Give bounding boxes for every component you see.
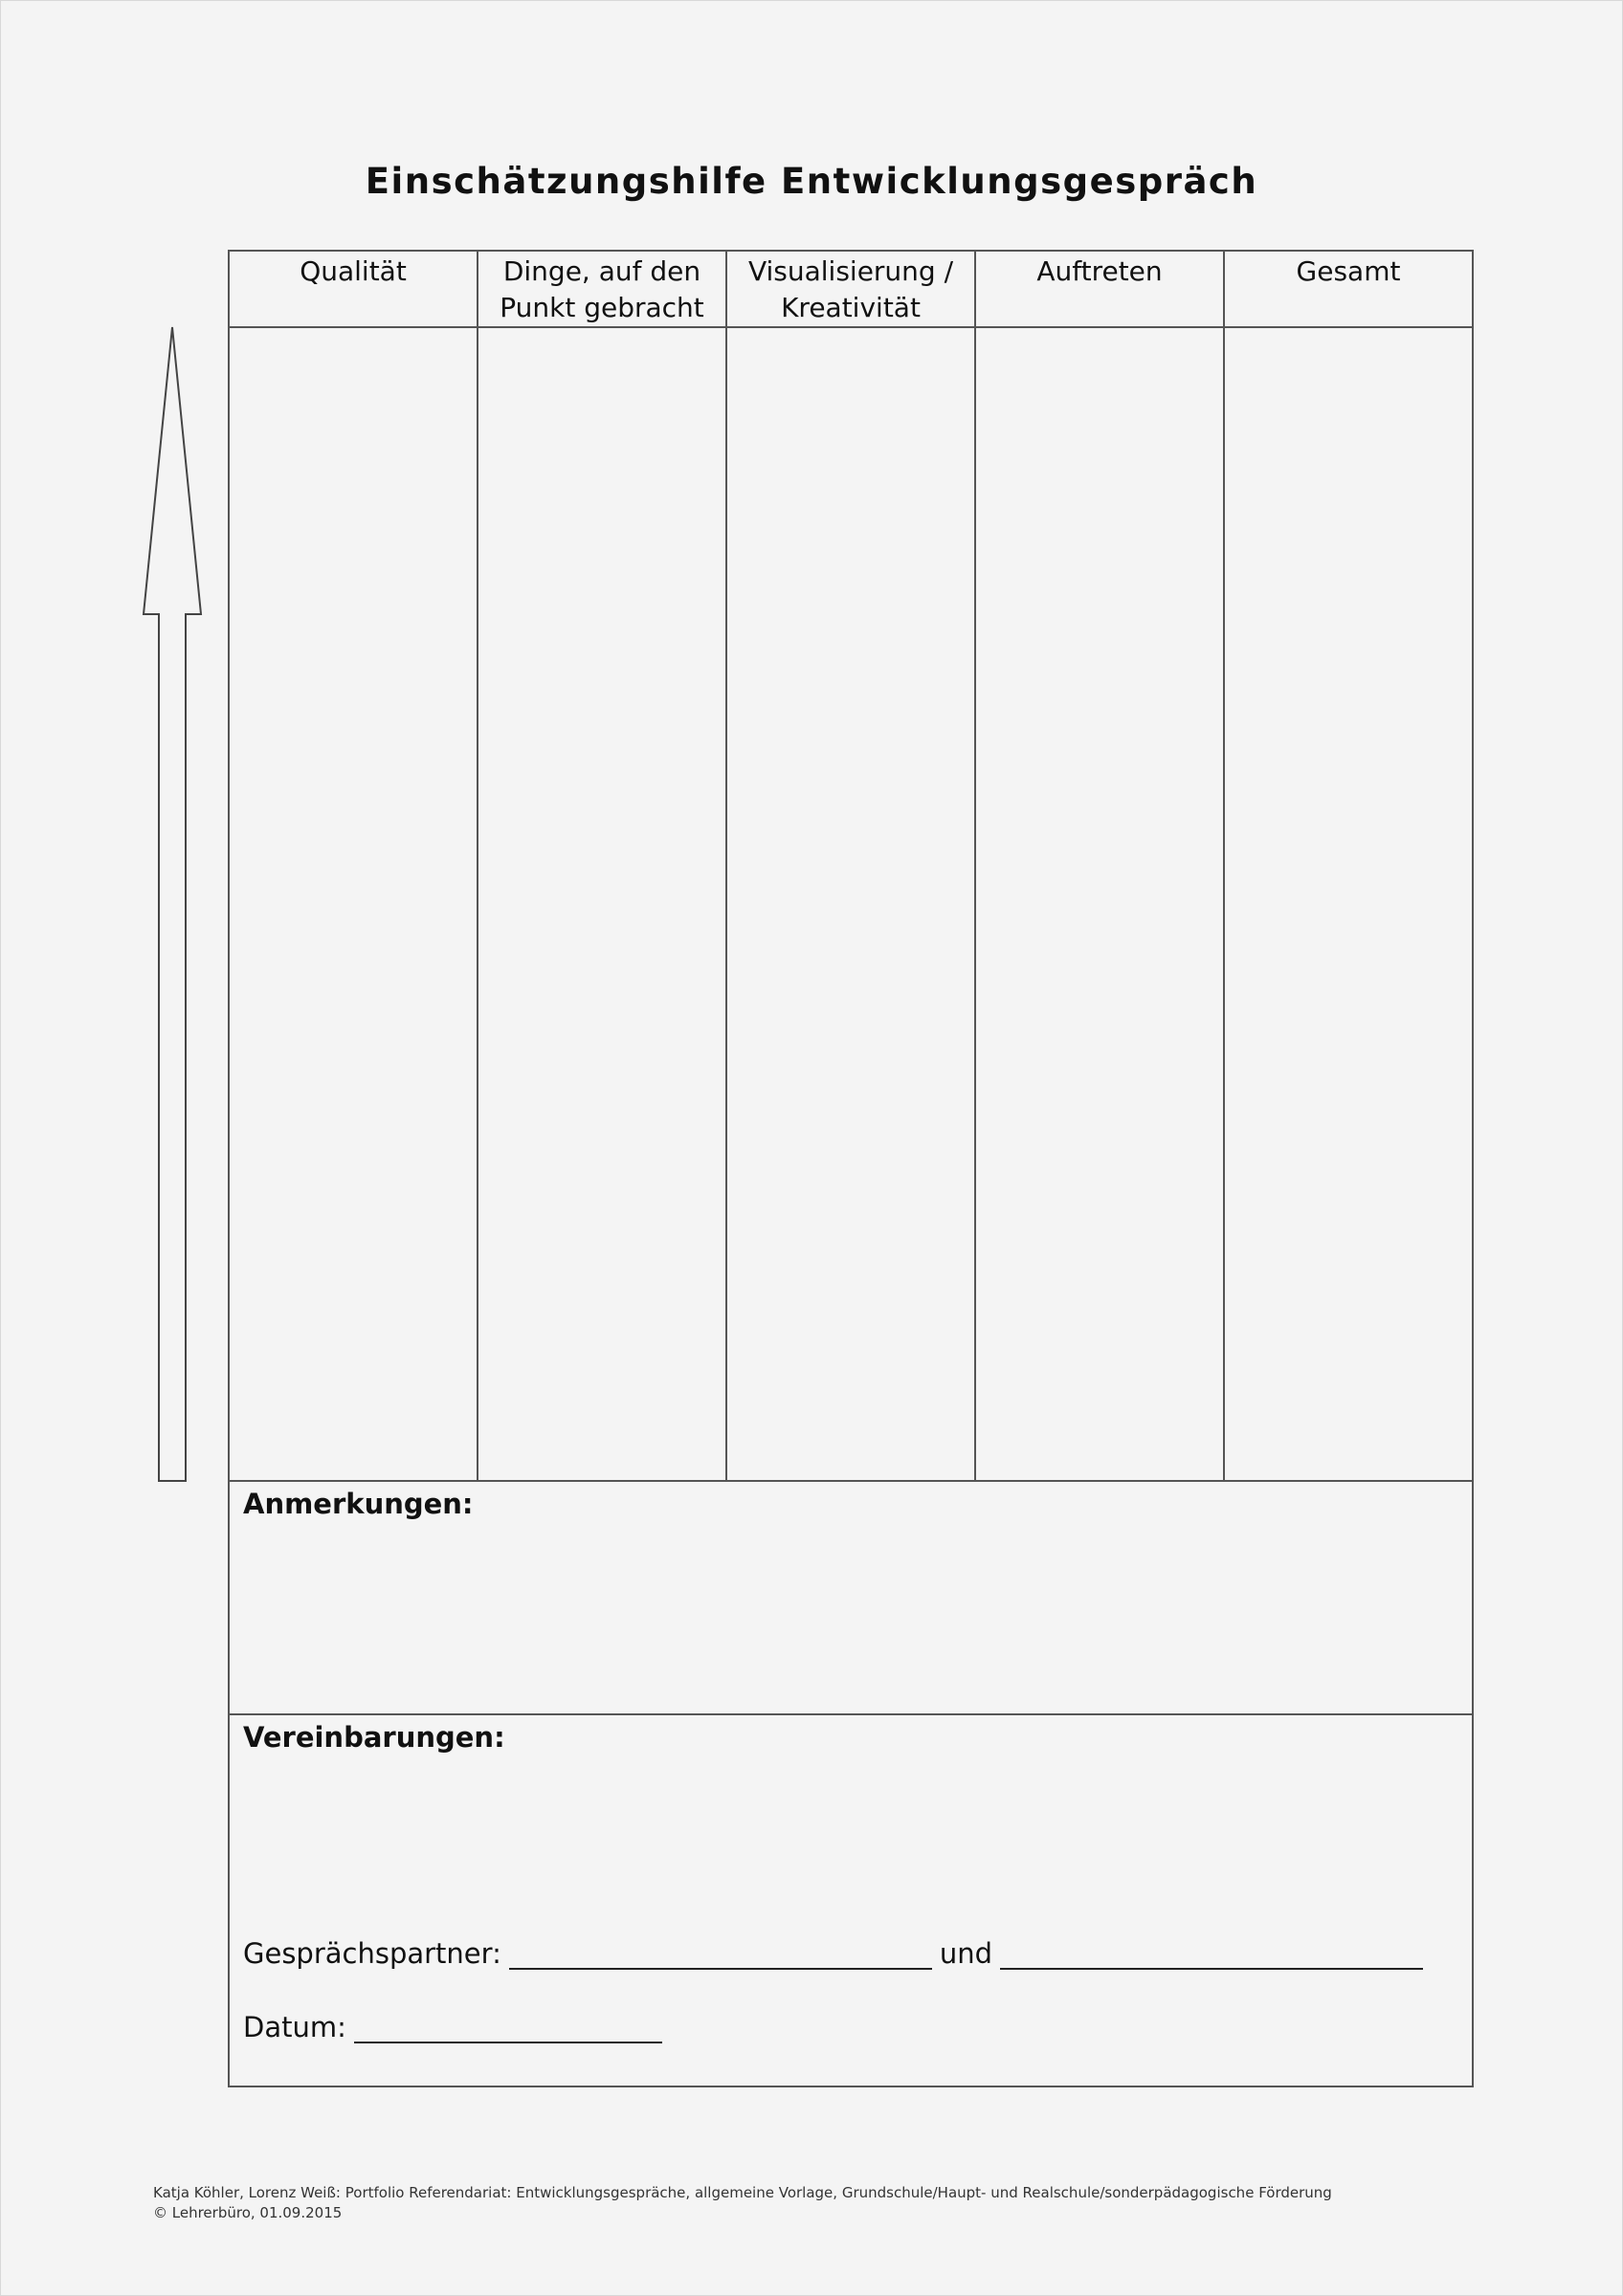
rating-cell-visualisierung[interactable] bbox=[727, 328, 976, 1480]
partner-line bbox=[243, 1937, 1431, 1970]
partner-label: Gesprächspartner: bbox=[243, 1937, 501, 1970]
footer-line-2: © Lehrerbüro, 01.09.2015 bbox=[153, 2204, 343, 2221]
column-header-auftreten: Auftreten bbox=[976, 252, 1225, 326]
column-header-gesamt: Gesamt bbox=[1296, 255, 1401, 287]
assessment-table bbox=[228, 250, 1474, 2087]
date-label: Datum: bbox=[243, 2011, 346, 2043]
rating-cell-dinge[interactable] bbox=[478, 328, 727, 1480]
notes-section[interactable] bbox=[230, 1482, 1472, 1715]
agreements-label: Vereinbarungen: bbox=[243, 1721, 505, 1754]
page-title: Einschätzungshilfe Entwicklungsgespräch bbox=[365, 161, 1258, 202]
footer bbox=[153, 2183, 1332, 2223]
rating-cell-qualitaet[interactable] bbox=[230, 328, 478, 1480]
column-header-visualisierung: Visualisierung / Kreativität bbox=[727, 252, 976, 326]
date-field[interactable] bbox=[354, 2013, 662, 2043]
rating-row bbox=[230, 328, 1472, 1482]
column-header-dinge: Dinge, auf den Punkt gebracht bbox=[478, 252, 727, 326]
column-header-qualitaet: Qualität bbox=[230, 252, 478, 326]
partner-1-field[interactable] bbox=[509, 1939, 932, 1970]
agreements-section[interactable] bbox=[230, 1715, 1472, 2086]
rating-cell-gesamt[interactable] bbox=[1225, 328, 1472, 1480]
rating-cell-auftreten[interactable] bbox=[976, 328, 1225, 1480]
date-line bbox=[243, 2011, 670, 2043]
footer-line-1: Katja Köhler, Lorenz Weiß: Portfolio Referendariat: Entwicklungsgespräche, allgemeine Vorlage, Grundschule/Haupt- und Realschule/sonderpädagogische Förderung bbox=[153, 2184, 1332, 2201]
up-arrow-icon bbox=[142, 325, 203, 1483]
table-header-row bbox=[230, 252, 1472, 328]
and-label: und bbox=[939, 1937, 993, 1970]
notes-label: Anmerkungen: bbox=[243, 1488, 474, 1520]
partner-2-field[interactable] bbox=[1000, 1939, 1423, 1970]
